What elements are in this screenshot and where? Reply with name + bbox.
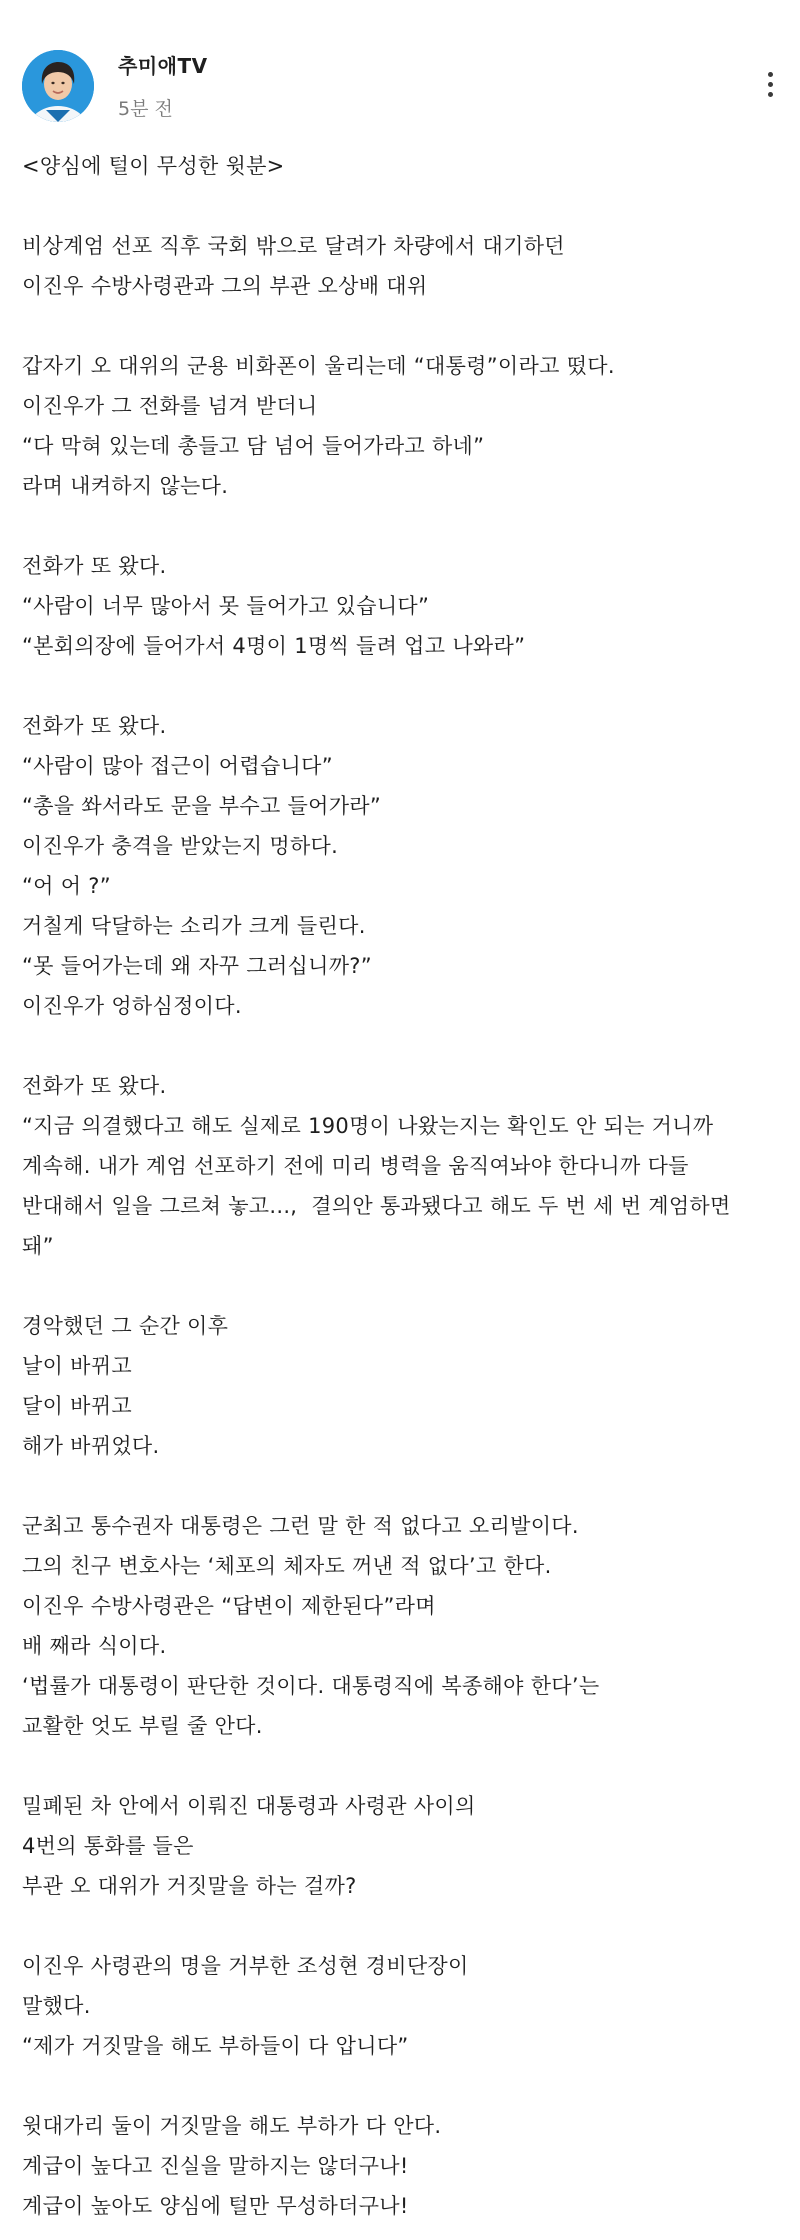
post-text-line: 윗대가리 둘이 거짓말을 해도 부하가 다 안다. <box>22 2114 442 2138</box>
post-text-line: 배 째라 식이다. <box>22 1634 167 1658</box>
post-text-line: 계급이 높다고 진실을 말하지는 않더구나! <box>22 2154 409 2178</box>
post-text-line: 날이 바뀌고 <box>22 1354 132 1378</box>
post-text-line: “사람이 많아 접근이 어렵습니다” <box>22 754 333 778</box>
post-text-line: 전화가 또 왔다. <box>22 1074 167 1098</box>
paragraph-spacer <box>22 1026 778 1066</box>
post-text-line: 이진우가 엉하심정이다. <box>22 994 242 1018</box>
post-text-line: 갑자기 오 대위의 군용 비화폰이 울리는데 “대통령”이라고 떴다. <box>22 354 615 378</box>
post-header <box>0 0 800 130</box>
post-text-line: 계속해. 내가 계엄 선포하기 전에 미리 병력을 움직여놔야 한다니까 다들 <box>22 1154 689 1178</box>
post-text-line: 달이 바뀌고 <box>22 1394 132 1418</box>
paragraph-spacer <box>22 2066 778 2106</box>
post-text-line: “본회의장에 들어가서 4명이 1명씩 들려 업고 나와라” <box>22 634 526 658</box>
post-text-line: 돼” <box>22 1234 54 1258</box>
channel-name[interactable]: 추미애TV <box>118 54 208 78</box>
post-text-line: 군최고 통수권자 대통령은 그런 말 한 적 없다고 오리발이다. <box>22 1514 579 1538</box>
post-text-line: “어 어 ?” <box>22 874 111 898</box>
post-text-line: 이진우가 충격을 받았는지 멍하다. <box>22 834 339 858</box>
paragraph-spacer <box>22 1906 778 1946</box>
post-text-line: 이진우 수방사령관과 그의 부관 오상배 대위 <box>22 274 428 298</box>
post-text-line: 전화가 또 왔다. <box>22 554 167 578</box>
vertical-ellipsis-icon <box>768 82 773 87</box>
vertical-ellipsis-icon <box>768 72 773 77</box>
post-text-line: “다 막혀 있는데 총들고 담 넘어 들어가라고 하네” <box>22 434 485 458</box>
post-text-line: 이진우가 그 전화를 넘겨 받더니 <box>22 394 318 418</box>
post-text-line: ‘법률가 대통령이 판단한 것이다. 대통령직에 복종해야 한다’는 <box>22 1674 600 1698</box>
post-text-line: 4번의 통화를 들은 <box>22 1834 194 1858</box>
post-text-line: “사람이 너무 많아서 못 들어가고 있습니다” <box>22 594 430 618</box>
post-text-line: 라며 내켜하지 않는다. <box>22 474 229 498</box>
paragraph-spacer <box>22 506 778 546</box>
post-text-line: “지금 의결했다고 해도 실제로 190명이 나왔는지는 확인도 안 되는 거니까 <box>22 1114 714 1138</box>
post-timestamp: 5분 전 <box>118 98 173 120</box>
channel-avatar[interactable] <box>22 50 94 122</box>
post-text-line: 해가 바뀌었다. <box>22 1434 160 1458</box>
post-content <box>22 146 778 2226</box>
post-text-line: 반대해서 일을 그르쳐 놓고..., 결의안 통과됐다고 해도 두 번 세 번 계엄하면 <box>22 1194 731 1218</box>
post-text-line: “못 들어가는데 왜 자꾸 그러십니까?” <box>22 954 372 978</box>
post-text-line: 이진우 사령관의 명을 거부한 조성현 경비단장이 <box>22 1954 469 1978</box>
post-text-line: 말했다. <box>22 1994 91 2018</box>
post-text-line: 전화가 또 왔다. <box>22 714 167 738</box>
post-text-line: 이진우 수방사령관은 “답변이 제한된다”라며 <box>22 1594 436 1618</box>
post-text-line: 경악했던 그 순간 이후 <box>22 1314 229 1338</box>
vertical-ellipsis-icon <box>768 92 773 97</box>
person-portrait-icon <box>22 50 94 122</box>
post-text-line: 계급이 높아도 양심에 털만 무성하더구나! <box>22 2194 409 2218</box>
more-options-button[interactable] <box>752 62 788 106</box>
post-text-line: 거칠게 닥달하는 소리가 크게 들린다. <box>22 914 366 938</box>
post-text-line: 그의 친구 변호사는 ‘체포의 체자도 꺼낸 적 없다’고 한다. <box>22 1554 552 1578</box>
post-text-line: “제가 거짓말을 해도 부하들이 다 압니다” <box>22 2034 409 2058</box>
paragraph-spacer <box>22 1466 778 1506</box>
post-text-line: 교활한 엇도 부릴 줄 안다. <box>22 1714 263 1738</box>
post-text-line: 밀폐된 차 안에서 이뤄진 대통령과 사령관 사이의 <box>22 1794 476 1818</box>
post-title: <양심에 털이 무성한 윗분> <box>22 154 285 178</box>
paragraph-spacer <box>22 186 778 226</box>
post-text-line: “총을 쏴서라도 문을 부수고 들어가라” <box>22 794 382 818</box>
paragraph-spacer <box>22 1266 778 1306</box>
post-text-line: 부관 오 대위가 거짓말을 하는 걸까? <box>22 1874 357 1898</box>
paragraph-spacer <box>22 306 778 346</box>
paragraph-spacer <box>22 666 778 706</box>
paragraph-spacer <box>22 1746 778 1786</box>
post-text-line: 비상계엄 선포 직후 국회 밖으로 달려가 차량에서 대기하던 <box>22 234 565 258</box>
